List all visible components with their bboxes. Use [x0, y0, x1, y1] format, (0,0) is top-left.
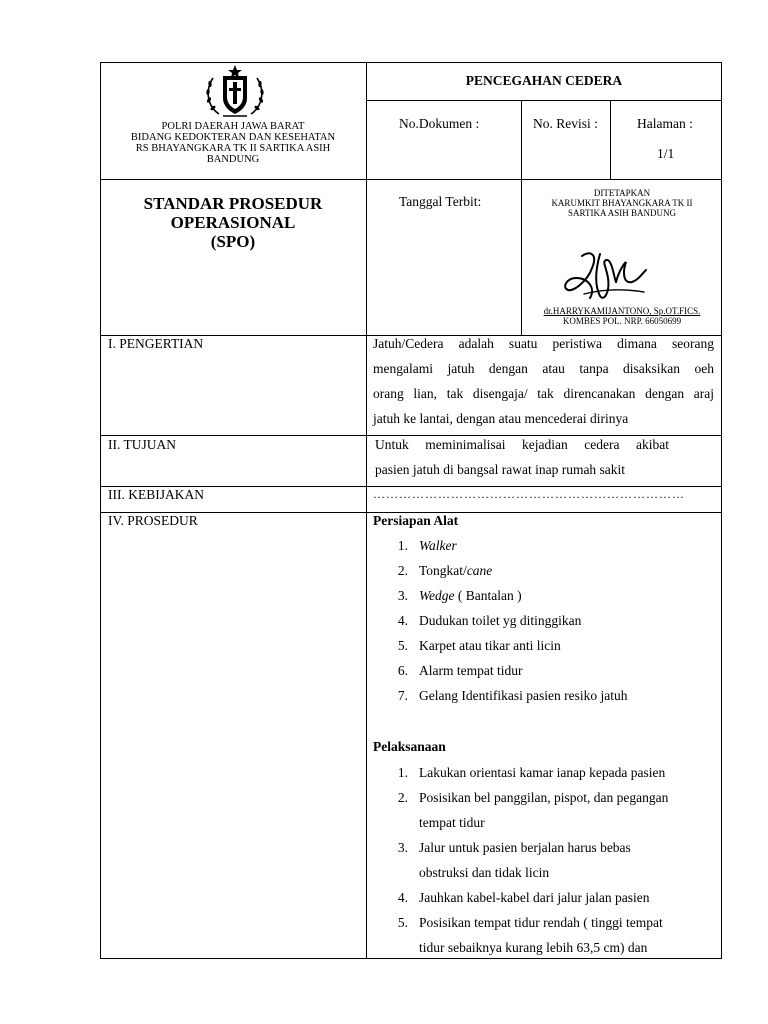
pengertian-line: mengalami jatuh dengan atau tanpa disaksikan oeh [373, 361, 714, 376]
list-item-number: 5. [397, 915, 408, 930]
signer-block [522, 306, 722, 326]
list-item-text: Karpet atau tikar anti licin [419, 638, 561, 653]
list-item-number: 2. [397, 563, 408, 578]
ditetapkan-line: DITETAPKAN [593, 188, 651, 198]
list-item: tempat tidur [419, 815, 485, 830]
spo-line: (SPO) [210, 232, 256, 251]
list-item: Jauhkan kabel-kabel dari jalur jalan pasien [419, 890, 650, 905]
spo-title [100, 194, 366, 251]
list-item-text: cane [466, 563, 493, 578]
spo-line: STANDAR PROSEDUR [143, 194, 323, 213]
signer-name: dr.HARRYKAMIJANTONO, Sp.OT.FICS. [543, 306, 701, 316]
pengertian-line: orang lian, tak disengaja/ tak direncanakan dengan araj [373, 386, 714, 401]
list-item-text: Tongkat/ [419, 563, 467, 578]
signer-rank: KOMBES POL. NRP. 66050699 [562, 316, 682, 326]
list-item-number: 4. [397, 613, 408, 628]
ditetapkan-block [522, 188, 722, 218]
list-item-text: Walker [419, 538, 457, 553]
list-item-number: 3. [397, 588, 408, 603]
list-item: obstruksi dan tidak licin [419, 865, 550, 880]
tujuan-line: pasien jatuh di bangsal rawat inap rumah sakit [375, 462, 626, 477]
halaman-value: 1/1 [657, 146, 675, 161]
rule-title-bottom [366, 100, 722, 101]
section-label-kebijakan: III. KEBIJAKAN [108, 487, 204, 502]
list-item-number: 1. [397, 765, 408, 780]
no-revisi-label: No. Revisi : [533, 116, 598, 131]
institution-line: BIDANG KEDOKTERAN DAN KESEHATAN [130, 132, 336, 143]
list-item: Lakukan orientasi kamar ianap kepada pasien [419, 765, 666, 780]
list-item-text: ( Bantalan ) [454, 588, 522, 603]
list-item-number: 6. [397, 663, 408, 678]
institution-block [100, 121, 366, 165]
institution-line: BANDUNG [206, 154, 260, 165]
list-item-number: 1. [397, 538, 408, 553]
list-item [419, 538, 457, 554]
list-item-number: 3. [397, 840, 408, 855]
rule-header-bottom [100, 179, 722, 180]
kebijakan-dots: ……………………………………………………………… [373, 487, 685, 501]
list-item [419, 588, 522, 604]
list-item-text: Wedge [419, 588, 455, 603]
pengertian-line: jatuh ke lantai, dengan atau mencederai dirinya [373, 411, 629, 426]
no-dokumen-label: No.Dokumen : [399, 116, 480, 131]
list-item-text: Gelang Identifikasi pasien resiko jatuh [419, 688, 628, 703]
section-label-tujuan: II. TUJUAN [108, 437, 176, 452]
institution-line: RS BHAYANGKARA TK II SARTIKA ASIH [135, 143, 331, 154]
tanggal-terbit-label: Tanggal Terbit: [399, 194, 482, 209]
list-item-number: 7. [397, 688, 408, 703]
list-item-text: Dudukan toilet yg ditinggikan [419, 613, 582, 628]
list-item [419, 688, 627, 704]
list-item [419, 563, 492, 579]
institution-line: POLRI DAERAH JAWA BARAT [161, 121, 305, 132]
list-item [419, 613, 581, 629]
pelaksanaan-title: Pelaksanaan [373, 739, 446, 754]
list-item: Posisikan tempat tidur rendah ( tinggi tempat [419, 915, 663, 930]
polri-emblem-logo [201, 64, 269, 120]
section-label-prosedur: IV. PROSEDUR [108, 513, 198, 528]
list-item-text: Alarm tempat tidur [419, 663, 523, 678]
rule-pengertian-bottom [100, 435, 722, 436]
ditetapkan-line: SARTIKA ASIH BANDUNG [568, 208, 676, 218]
list-item-number: 2. [397, 790, 408, 805]
tujuan-line: Untuk meminimalisai kejadian cedera akibat [375, 437, 669, 452]
rule-revisi-halaman [610, 100, 611, 179]
ditetapkan-line: KARUMKIT BHAYANGKARA TK II [551, 198, 693, 208]
list-item: Posisikan bel panggilan, pispot, dan pegangan [419, 790, 669, 805]
signature [560, 248, 650, 308]
list-item [419, 663, 522, 679]
spo-line: OPERASIONAL [170, 213, 296, 232]
list-item-number: 5. [397, 638, 408, 653]
rule-col-divider [366, 62, 367, 959]
persiapan-title: Persiapan Alat [373, 513, 459, 528]
list-item-number: 4. [397, 890, 408, 905]
list-item: Jalur untuk pasien berjalan harus bebas [419, 840, 631, 855]
document-title: PENCEGAHAN CEDERA [465, 73, 623, 88]
list-item [419, 638, 561, 654]
section-label-pengertian: I. PENGERTIAN [108, 336, 204, 351]
halaman-label: Halaman : [637, 116, 693, 131]
pengertian-line: Jatuh/Cedera adalah suatu peristiwa dimana seorang [373, 336, 714, 351]
list-item: tidur sebaiknya kurang lebih 63,5 cm) dan [419, 940, 648, 955]
